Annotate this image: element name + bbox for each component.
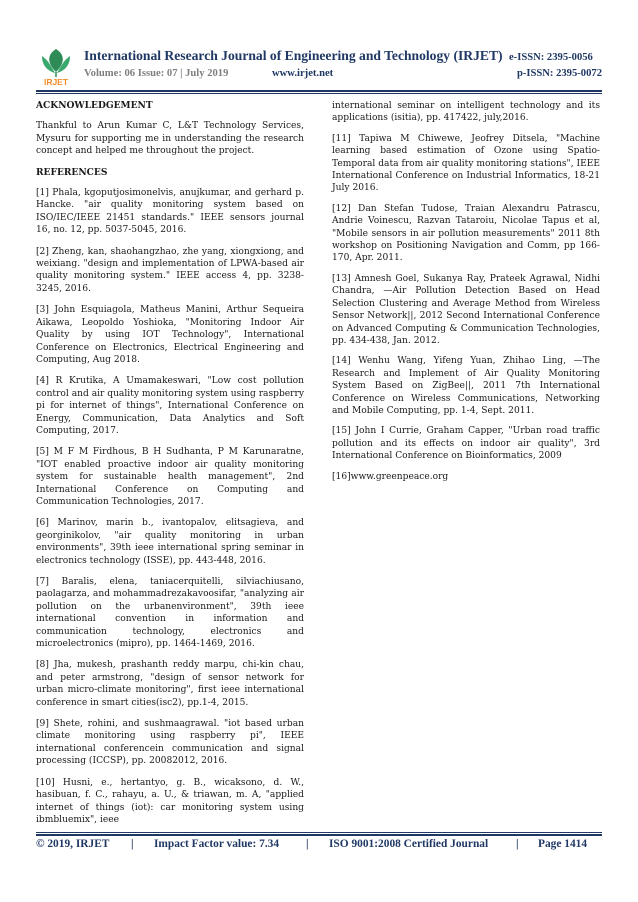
volume-issue: Volume: 06 Issue: 07 | July 2019 — [84, 68, 229, 79]
reference-item: [6] Marinov, marin b., ivantopalov, elitsagieva, and georginikolov, "air quality monitoring in urban environments", 39th ieee international spring seminar in electronics technology (ISSE), pp. 443-448, 2016. — [36, 518, 304, 566]
page-footer — [36, 838, 602, 854]
svg-text:IRJET: IRJET — [43, 77, 69, 86]
header-divider-thin — [36, 93, 602, 94]
reference-item: [14] Wenhu Wang, Yifeng Yuan, Zhihao Ling, —The Research and Implement of Air Quality Monitoring System Based on ZigBee||, 2011 7th International Conference on Wireless Communications, Networking and Mobile Computing, pp. 1-4, Sept. 2011. — [332, 356, 600, 416]
reference-item: [1] Phala, kgoputjosimonelvis, anujkumar, and gerhard p. Hancke. "air quality monitoring system based on ISO/IEC/IEEE 21451 standards." IEEE sensors journal 16, no. 12, pp. 5037-5045, 2016. — [36, 188, 304, 236]
footer-iso: ISO 9001:2008 Certified Journal — [329, 838, 489, 850]
footer-divider — [36, 834, 602, 836]
journal-title — [84, 48, 593, 64]
e-issn: e-ISSN: 2395-0056 — [508, 52, 593, 63]
footer-copyright: © 2019, IRJET — [36, 838, 110, 850]
footer-separator: | — [516, 838, 519, 850]
reference-item: [15] John I Currie, Graham Capper, "Urban road traffic pollution and its effects on indoor air quality", 3rd International Conference on Bioinformatics, 2009 — [332, 426, 600, 462]
reference-item: [8] Jha, mukesh, prashanth reddy marpu, chi-kin chau, and peter armstrong, "design of sensor network for urban micro-climate monitoring", first ieee international conference in smart cities(isc2), pp.1-4, 2015. — [36, 660, 304, 708]
journal-name: International Research Journal of Engineering and Technology (IRJET) — [84, 48, 503, 63]
footer-page-number: Page 1414 — [538, 838, 588, 850]
references-heading: REFERENCES — [36, 166, 108, 178]
acknowledgement-text: Thankful to Arun Kumar C, L&T Technology Services, Mysuru for supporting me in understanding the research concept and helped me throughout the project. — [36, 121, 304, 157]
header-info-row — [84, 68, 602, 82]
reference-item: [4] R Krutika, A Umamakeswari, "Low cost pollution control and air quality monitoring system using raspberry pi for internet of things", International Conference on Energy, Communication, Data Analytics and Soft Computing, 2017. — [36, 376, 304, 436]
reference-item: [10] Husni, e., hertantyo, g. B., wicaksono, d. W., hasibuan, f. C., rahayu, a. U., & triawan, m. A, "applied internet of things (iot): car monitoring system using ibmbluemix", ieee — [36, 777, 304, 825]
footer-separator: | — [306, 838, 309, 850]
reference-item: international seminar on intelligent technology and its applications (isitia), pp. 417422, july,2016. — [332, 101, 600, 124]
acknowledgement-heading: ACKNOWLEDGEMENT — [36, 100, 153, 111]
page-header — [36, 44, 602, 90]
footer-impact-factor: Impact Factor value: 7.34 — [154, 838, 280, 850]
website-link[interactable]: www.irjet.net — [272, 68, 334, 79]
p-issn: p-ISSN: 2395-0072 — [516, 68, 602, 79]
reference-item: [3] John Esquiagola, Matheus Manini, Arthur Sequeira Aikawa, Leopoldo Yoshioka, "Monitoring Indoor Air Quality by using IOT Technology", International Conference on Electronics, Electrical Engineering and Computing, Aug 2018. — [36, 305, 304, 365]
footer-separator: | — [131, 838, 134, 850]
footer-divider-thin — [36, 832, 602, 833]
reference-item: [13] Amnesh Goel, Sukanya Ray, Prateek Agrawal, Nidhi Chandra, —Air Pollution Detection Based on Head Selection Clustering and Average Method from Wireless Sensor Network||, 2012 Second International Conference on Advanced Computing & Communication Technologies, pp. 434-438, Jan. 2012. — [332, 273, 600, 346]
irjet-logo-icon — [36, 46, 76, 86]
irjet-logo — [36, 46, 76, 86]
reference-item: [12] Dan Stefan Tudose, Traian Alexandru Patrascu, Andrie Voinescu, Razvan Tataroiu, Nicolae Tapus et al, "Mobile sensors in air pollution measurements" 2011 8th workshop on Positioning Navigation and Comm, pp 166-170, Apr. 2011. — [332, 203, 600, 264]
reference-item: [2] Zheng, kan, shaohangzhao, zhe yang, xiongxiong, and weixiang. "design and implementation of LPWA-based air quality monitoring system." IEEE access 4, pp. 3238-3245, 2016. — [36, 246, 304, 294]
reference-item: [7] Baralis, elena, taniacerquitelli, silviachiusano, paolagarza, and mohammadrezakavoosifar, "analyzing air pollution on the urbanenvironment", 39th ieee international convention in information and communication technology, electronics and microelectronics (mipro), pp. 1464-1469, 2016. — [36, 577, 304, 650]
right-column — [332, 100, 600, 491]
left-column — [36, 100, 304, 835]
reference-item: [9] Shete, rohini, and sushmaagrawal. "iot based urban climate monitoring using raspberry pi", IEEE international conferencein communication and signal processing (ICCSP), pp. 20082012, 2016. — [36, 719, 304, 767]
reference-item: [11] Tapiwa M Chiwewe, Jeofrey Ditsela, "Machine learning based estimation of Ozone using Spatio-Temporal data from air quality monitoring stations", IEEE International Conference on Industrial Informatics, 18-21 July 2016. — [332, 133, 600, 194]
reference-link[interactable]: [16]www.greenpeace.org — [332, 471, 449, 482]
header-divider — [36, 90, 602, 92]
reference-item: [5] M F M Firdhous, B H Sudhanta, P M Karunaratne, "IOT enabled proactive indoor air quality monitoring system for sustainable health management", 2nd International Conference on Computing and Communication Technologies, 2017. — [36, 447, 304, 507]
